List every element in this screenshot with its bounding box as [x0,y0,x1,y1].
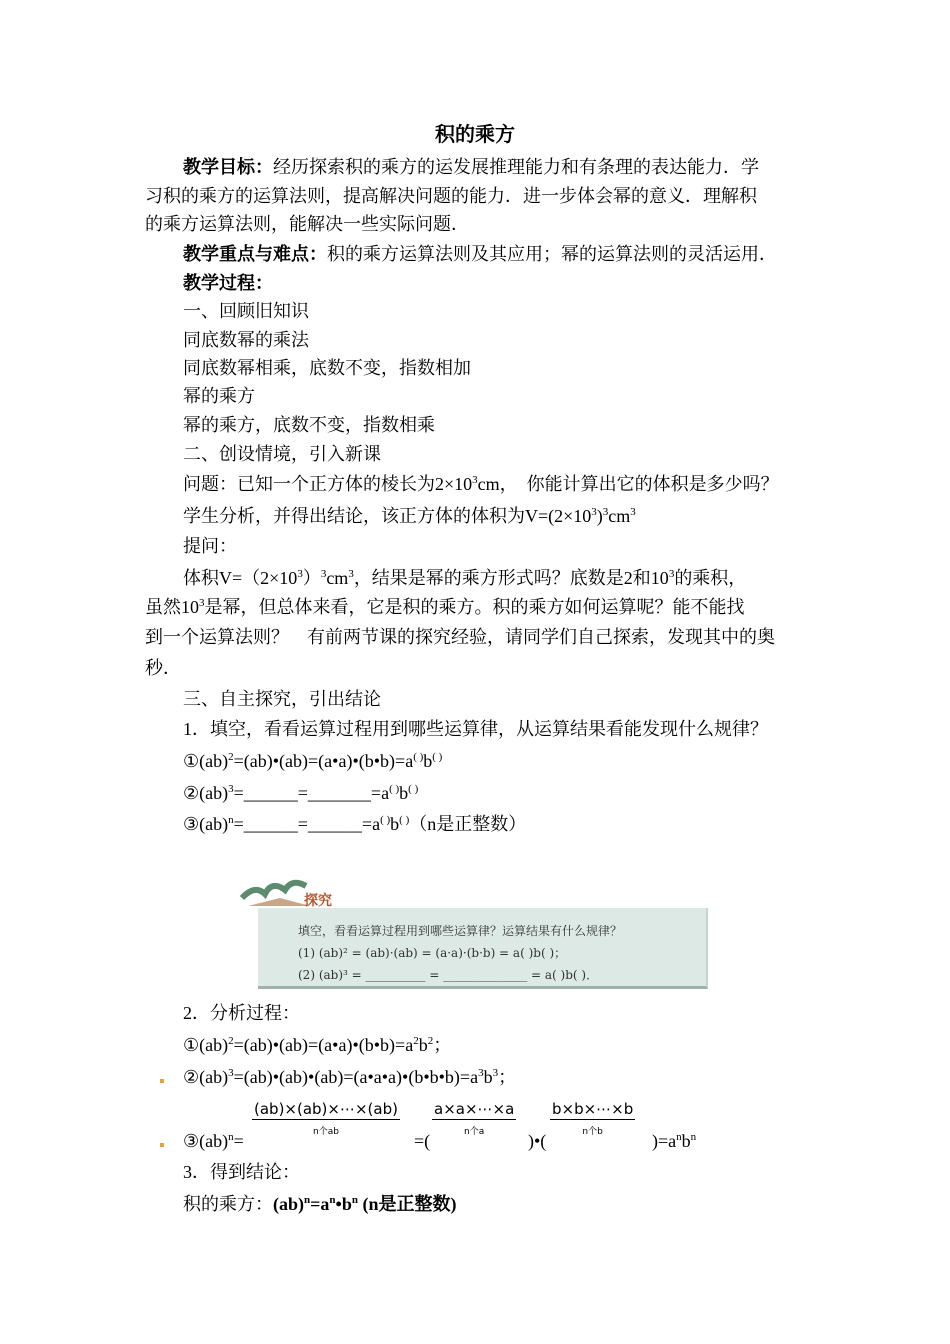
text-line [145,626,775,648]
text-segment: 教学重点与难点： [183,244,327,264]
superscript: ( ) [399,814,410,826]
text-line [183,272,273,294]
brace-top: a×a×⋯×a [434,1100,515,1118]
text-line [145,213,469,235]
leaf-decoration-icon [240,876,310,906]
formula-sup: n [690,1131,697,1143]
superscript: 2 [228,751,234,763]
text-segment: cm， 你能计算出它的体积是多少吗？ [477,474,779,494]
brace-group [550,1100,635,1137]
text-segment: ) [596,506,603,526]
text-segment: =______=______=a [233,814,381,834]
formula-text: )=a [652,1131,677,1151]
text-segment: 二、创设情境，引入新课 [183,444,381,464]
text-segment: ③(ab) [183,814,229,834]
superscript: 2 [427,1035,434,1047]
figure-line: 填空，看看运算过程用到哪些运算律？运算结果有什么规律？ [298,924,623,938]
text-segment: ； [498,1067,517,1087]
text-segment: b [423,751,433,771]
brace-top: b×b×⋯×b [552,1100,634,1118]
text-segment: 积的乘方： [183,1194,273,1214]
superscript: ( ) [408,783,419,795]
text-line [183,414,435,436]
text-segment: 同底数幂的乘法 [183,330,309,350]
formula-text: =( [414,1131,431,1151]
superscript: 3 [472,474,478,486]
formula-sup: n [676,1131,682,1143]
brace-top: (ab)×(ab)×⋯×(ab) [254,1100,398,1118]
text-segment: (n是正整数) [357,1194,457,1214]
text-line [183,750,442,772]
text-segment: 3．得到结论： [183,1162,300,1182]
figure-line: (2) (ab)³ = __________ = ______________ = a( )b( )． [298,968,599,982]
text-line [183,300,309,322]
brace-group [432,1100,516,1137]
text-line [183,385,255,407]
superscript: 3 [668,568,675,580]
superscript: ( ) [389,783,400,795]
superscript: 3 [199,597,205,609]
text-segment: ②(ab) [183,1067,229,1087]
superscript: 3 [228,783,234,795]
text-line [183,688,381,710]
superscript: 2 [413,1035,419,1047]
text-segment: 问题：已知一个正方体的棱长为2×10 [183,474,473,494]
superscript: 3 [478,1067,484,1079]
text-segment: =(ab)•(ab)=(a•a)•(b•b)=a [233,751,414,771]
text-segment: 虽然10 [145,597,199,617]
brace-label: n个ab [313,1127,339,1137]
text-segment: 教学目标： [183,157,273,177]
text-line [183,567,746,589]
text-segment: 教学过程： [183,273,273,293]
brace-label: n个b [582,1127,603,1137]
text-segment: 体积V=（2×10 [183,568,298,588]
explore-figure [236,870,708,990]
text-line [183,535,237,557]
text-segment: cm [326,568,349,588]
text-segment: （n是正整数） [409,814,527,834]
text-segment: 同底数幂相乘，底数不变，指数相加 [183,358,471,378]
text-segment: b [399,783,409,803]
text-line [145,185,757,207]
superscript: ( ) [413,751,424,763]
text-line [183,357,471,379]
text-segment: b [390,814,400,834]
text-segment: cm [608,506,631,526]
superscript: 3 [320,568,327,580]
text-segment: b [418,1035,428,1055]
superscript: n [228,814,234,826]
text-segment: 是幂，但总体来看，它是积的乘方。积的乘方如何运算呢？能不能找 [204,597,745,617]
text-segment: 习积的乘方的运算法则，提高解决问题的能力．进一步体会幂的意义．理解积 [145,186,757,206]
superscript: 3 [602,506,609,518]
text-segment: 幂的乘方 [183,386,255,406]
text-segment: (ab) [273,1194,304,1214]
text-line [145,596,745,618]
text-segment: 1．填空，看看运算过程用到哪些运算律，从运算结果看能发现什么规律？ [183,719,768,739]
superscript: 2 [228,1035,234,1047]
text-segment: 的乘方运算法则，能解决一些实际问题． [145,214,469,234]
text-segment: 提问： [183,536,237,556]
text-segment: 到一个运算法则？ 有前两节课的探究经验，请同学们自己探索，发现其中的奥 [145,627,775,647]
superscript: 3 [591,506,597,518]
text-segment: ②(ab) [183,783,229,803]
text-line [183,329,309,351]
text-segment: ①(ab) [183,1035,229,1055]
text-line [183,473,779,495]
text-segment: ①(ab) [183,751,229,771]
text-segment: =______=_______=a [233,783,390,803]
text-segment: 的乘积， [674,568,747,588]
text-line [183,1034,451,1056]
page-title: 积的乘方 [435,124,515,146]
text-line [145,657,181,679]
text-segment: 幂的乘方，底数不变，指数相乘 [183,415,435,435]
superscript: 3 [228,1067,234,1079]
text-segment: =(ab)•(ab)•(ab)=(a•a•a)•(b•b•b)=a [233,1067,479,1087]
text-segment: 一、回顾旧知识 [183,301,309,321]
superscript: n [329,1194,336,1206]
formula-text: ③(ab) [183,1131,229,1151]
text-line [183,1066,516,1088]
text-line [183,156,759,178]
text-segment: b [483,1067,493,1087]
brace-group [252,1100,400,1137]
superscript: n [351,1194,358,1206]
text-line [183,1193,456,1215]
superscript: ( ) [432,751,443,763]
formula-sup: n [228,1131,234,1143]
text-line [183,1161,300,1183]
superscript: 3 [297,568,303,580]
text-line [183,505,636,527]
text-line [183,1002,300,1024]
text-segment: ，结果是幂的乘方形式吗？底数是2和10 [353,568,669,588]
margin-mark [160,1079,164,1083]
figure-tag: 探究 [304,894,332,909]
formula-text: = [233,1131,244,1151]
brace-label: n个a [464,1127,485,1137]
formula-text: )•( [528,1131,547,1151]
text-segment: ； [433,1035,452,1055]
text-line [183,782,418,804]
text-segment: 2．分析过程： [183,1003,300,1023]
text-segment: 经历探索积的乘方的运发展推理能力和有条理的表达能力．学 [273,157,759,177]
text-segment: 三、自主探究，引出结论 [183,689,381,709]
text-segment: =a [310,1194,330,1214]
text-line [183,813,526,835]
text-segment: ） [302,568,321,588]
text-line [183,443,381,465]
text-segment: 秒． [145,658,181,678]
formula-text: b [681,1131,691,1151]
formula-rhs [652,1130,696,1152]
margin-mark [160,1143,164,1147]
text-segment: •b [335,1194,352,1214]
formula-lhs [183,1130,244,1152]
text-segment: 学生分析，并得出结论，该正方体的体积为V=(2×10 [183,506,592,526]
text-segment: 积的乘方运算法则及其应用；幂的运算法则的灵活运用． [327,244,777,264]
superscript: 3 [630,506,636,518]
text-line [183,243,777,265]
superscript: ( ) [380,814,391,826]
superscript: 3 [348,568,354,580]
text-line [183,718,768,740]
superscript: 3 [492,1067,499,1079]
text-segment: =(ab)•(ab)=(a•a)•(b•b)=a [233,1035,414,1055]
figure-line: (1) (ab)² = (ab)·(ab) = (a·a)·(b·b) = a( )b( )； [298,946,567,960]
superscript: n [304,1194,311,1206]
